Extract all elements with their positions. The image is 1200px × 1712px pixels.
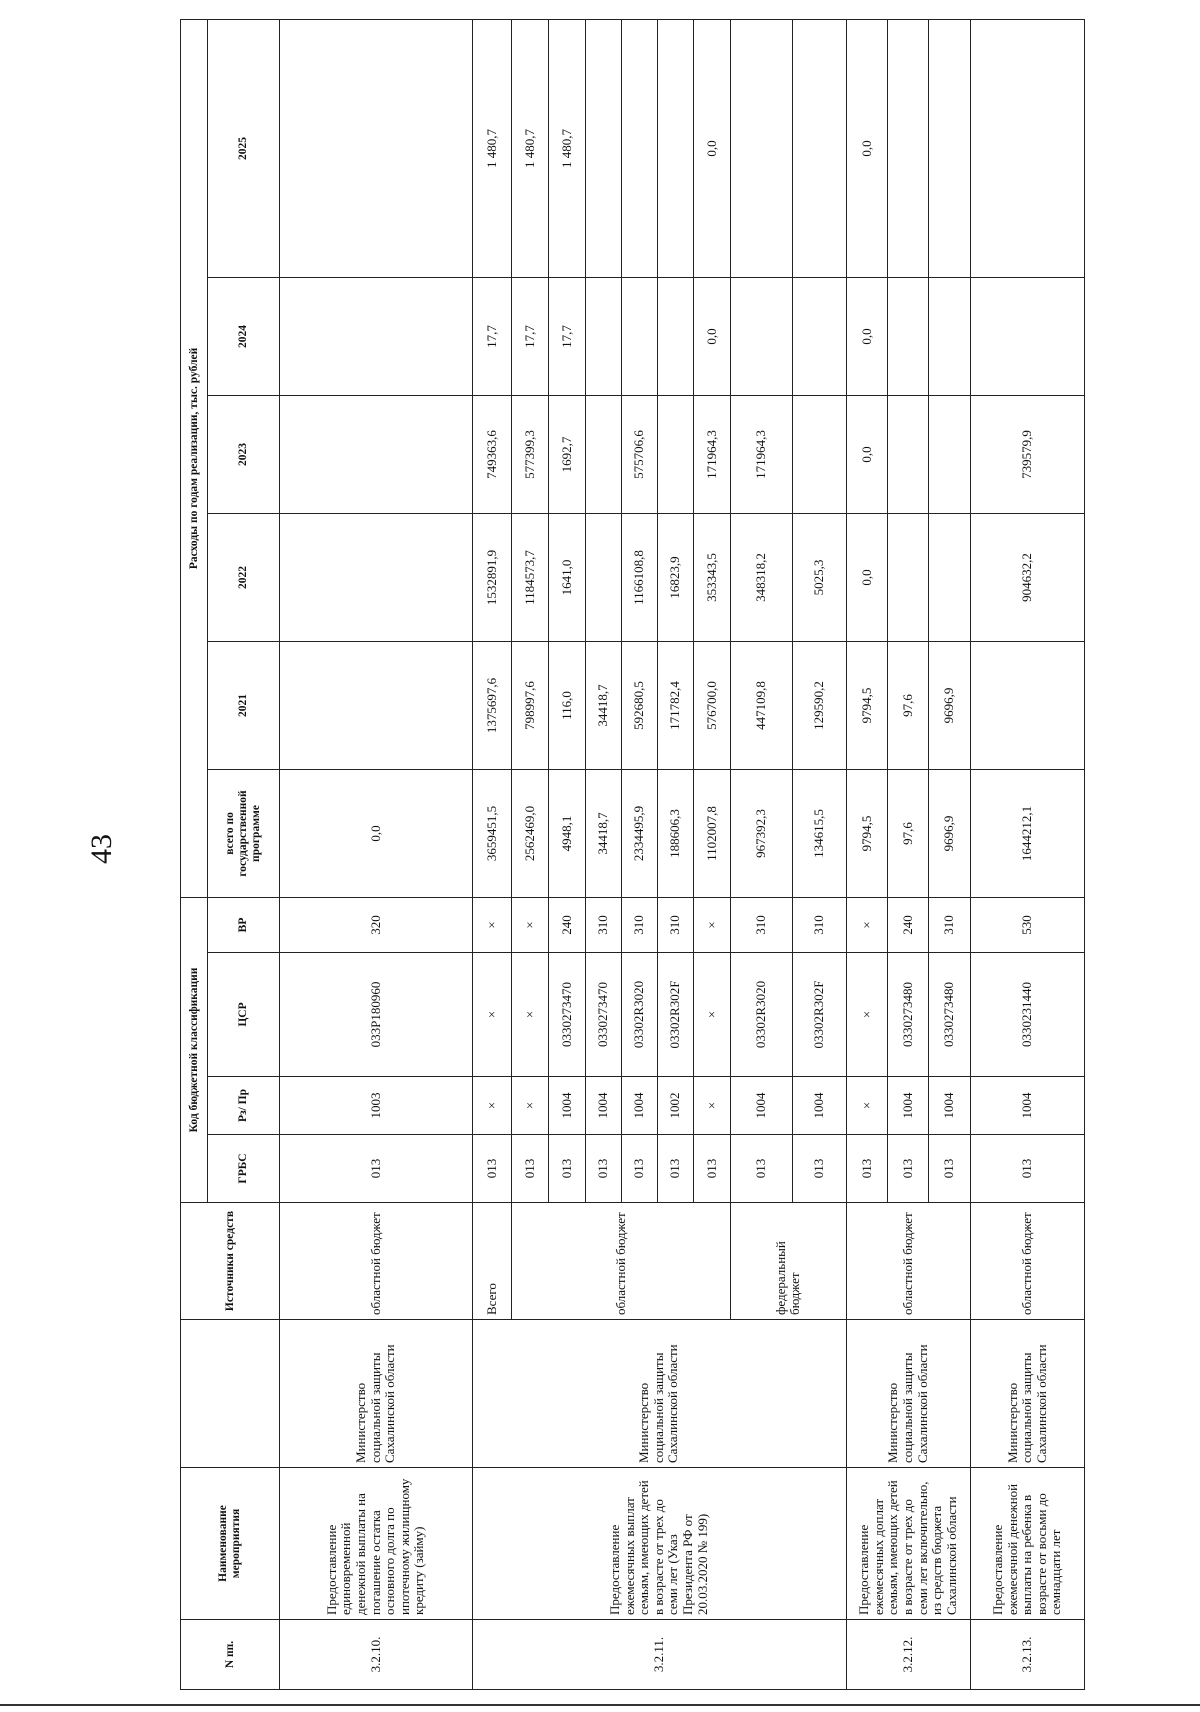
cell-2024 xyxy=(585,277,621,395)
cell-vr: 310 xyxy=(929,897,970,952)
cell-rzpr: × xyxy=(694,1077,730,1135)
cell-rzpr: 1003 xyxy=(280,1077,473,1135)
cell-2021 xyxy=(970,641,1084,769)
cell-2022: 1184573,7 xyxy=(512,513,549,641)
cell-total: 2334495,9 xyxy=(621,769,657,897)
cell-rzpr: 1004 xyxy=(888,1077,929,1135)
row-executor: Министерство социальной защиты Сахалинской области xyxy=(280,1320,473,1468)
cell-2021: 576700,0 xyxy=(694,641,730,769)
header-grbs: ГРБС xyxy=(208,1135,280,1203)
cell-total: 1644212,1 xyxy=(970,769,1084,897)
cell-csr: × xyxy=(472,953,511,1077)
cell-2021: 171782,4 xyxy=(658,641,694,769)
cell-2021: 592680,5 xyxy=(621,641,657,769)
cell-2024 xyxy=(621,277,657,395)
cell-2023 xyxy=(585,395,621,513)
cell-grbs: 013 xyxy=(585,1135,621,1203)
cell-2024 xyxy=(888,277,929,395)
cell-2024: 0,0 xyxy=(846,277,887,395)
cell-2021: 97,6 xyxy=(888,641,929,769)
row-source: областной бюджет xyxy=(846,1203,970,1320)
cell-csr: 033P180960 xyxy=(280,953,473,1077)
cell-grbs: 013 xyxy=(621,1135,657,1203)
cell-total: 9696,9 xyxy=(929,769,970,897)
table-row xyxy=(846,19,887,1689)
cell-rzpr: 1004 xyxy=(970,1077,1084,1135)
row-name: Предоставление ежемесячной денежной выплаты на ребенка в возрасте от восьми до семнадцати лет xyxy=(970,1468,1084,1620)
cell-vr: × xyxy=(694,897,730,952)
cell-rzpr: × xyxy=(512,1077,549,1135)
cell-2022: 16823,9 xyxy=(658,513,694,641)
cell-2023: 0,0 xyxy=(846,395,887,513)
rotated-table-container xyxy=(180,20,1085,1690)
cell-total: 1102007,8 xyxy=(694,769,730,897)
row-name: Предоставление единовременной денежной выплаты на погашение остатка основного долга по ипотечному жилищному кредиту (займу) xyxy=(280,1468,473,1620)
cell-grbs: 013 xyxy=(549,1135,585,1203)
cell-rzpr: 1002 xyxy=(658,1077,694,1135)
cell-2025: 0,0 xyxy=(694,19,730,277)
row-executor: Министерство социальной защиты Сахалинской области xyxy=(472,1320,846,1468)
row-source-total: Всего xyxy=(472,1203,511,1320)
cell-rzpr: 1004 xyxy=(730,1077,792,1135)
cell-2025 xyxy=(888,19,929,277)
cell-2025 xyxy=(585,19,621,277)
cell-2024 xyxy=(658,277,694,395)
cell-2022 xyxy=(280,513,473,641)
cell-2024: 0,0 xyxy=(694,277,730,395)
cell-2022: 348318,2 xyxy=(730,513,792,641)
cell-2023: 171964,3 xyxy=(694,395,730,513)
cell-2022: 0,0 xyxy=(846,513,887,641)
cell-2023: 749363,6 xyxy=(472,395,511,513)
header-num: N пп. xyxy=(181,1620,280,1690)
cell-csr: 0330273470 xyxy=(585,953,621,1077)
cell-2022: 1641,0 xyxy=(549,513,585,641)
cell-2025 xyxy=(792,19,846,277)
cell-2025 xyxy=(970,19,1084,277)
row-name: Предоставление ежемесячных выплат семьям, имеющих детей в возрасте от трех до семи лет (Указ Президента РФ от 20.03.2020 № 199) xyxy=(472,1468,846,1620)
cell-2023: 577399,3 xyxy=(512,395,549,513)
cell-total: 4948,1 xyxy=(549,769,585,897)
cell-vr: 310 xyxy=(585,897,621,952)
cell-2022 xyxy=(929,513,970,641)
cell-2022: 5025,3 xyxy=(792,513,846,641)
cell-2025: 1 480,7 xyxy=(472,19,511,277)
cell-2025 xyxy=(621,19,657,277)
cell-total: 2562469,0 xyxy=(512,769,549,897)
row-executor: Министерство социальной защиты Сахалинской области xyxy=(846,1320,970,1468)
cell-2025: 1 480,7 xyxy=(512,19,549,277)
cell-2021: 129590,2 xyxy=(792,641,846,769)
cell-2023: 171964,3 xyxy=(730,395,792,513)
cell-2022 xyxy=(888,513,929,641)
cell-grbs: 013 xyxy=(792,1135,846,1203)
cell-vr: 240 xyxy=(549,897,585,952)
header-source: Источники средств xyxy=(181,1203,280,1320)
cell-grbs: 013 xyxy=(694,1135,730,1203)
cell-vr: 310 xyxy=(621,897,657,952)
cell-2023 xyxy=(280,395,473,513)
cell-total: 134615,5 xyxy=(792,769,846,897)
cell-csr: × xyxy=(694,953,730,1077)
cell-grbs: 013 xyxy=(512,1135,549,1203)
cell-total: 188606,3 xyxy=(658,769,694,897)
cell-2025 xyxy=(730,19,792,277)
cell-grbs: 013 xyxy=(658,1135,694,1203)
cell-rzpr: × xyxy=(846,1077,887,1135)
cell-grbs: 013 xyxy=(730,1135,792,1203)
cell-vr: 320 xyxy=(280,897,473,952)
header-code-group: Код бюджетной классификации xyxy=(181,897,208,1202)
row-source: областной бюджет xyxy=(280,1203,473,1320)
cell-grbs: 013 xyxy=(970,1135,1084,1203)
row-num: 3.2.12. xyxy=(846,1620,970,1690)
cell-csr: × xyxy=(512,953,549,1077)
cell-2021 xyxy=(280,641,473,769)
header-2023: 2023 xyxy=(208,395,280,513)
cell-total: 0,0 xyxy=(280,769,473,897)
cell-2024: 17,7 xyxy=(512,277,549,395)
cell-2023: 575706,6 xyxy=(621,395,657,513)
cell-rzpr: 1004 xyxy=(621,1077,657,1135)
cell-vr: × xyxy=(512,897,549,952)
row-name: Предоставление ежемесячных доплат семьям, имеющих детей в возрасте от трех до семи лет включительно, из средств бюджета Сахалинской области xyxy=(846,1468,970,1620)
cell-2023 xyxy=(888,395,929,513)
cell-2025: 0,0 xyxy=(846,19,887,277)
row-executor: Министерство социальной защиты Сахалинской области xyxy=(970,1320,1084,1468)
cell-2021: 9794,5 xyxy=(846,641,887,769)
cell-2023 xyxy=(929,395,970,513)
page-number: 43 xyxy=(85,834,118,864)
cell-2024: 17,7 xyxy=(549,277,585,395)
header-name: Наименование мероприятия xyxy=(181,1468,280,1620)
cell-total: 3659451,5 xyxy=(472,769,511,897)
cell-2025: 1 480,7 xyxy=(549,19,585,277)
header-2025: 2025 xyxy=(208,19,280,277)
cell-2021: 798997,6 xyxy=(512,641,549,769)
cell-grbs: 013 xyxy=(280,1135,473,1203)
cell-vr: 310 xyxy=(730,897,792,952)
header-executor xyxy=(181,1320,280,1468)
header-2021: 2021 xyxy=(208,641,280,769)
table-row xyxy=(280,19,473,1689)
row-num: 3.2.10. xyxy=(280,1620,473,1690)
cell-csr: 0330273470 xyxy=(549,953,585,1077)
row-source-oblast: областной бюджет xyxy=(512,1203,731,1320)
row-source-federal: федеральный бюджет xyxy=(730,1203,846,1320)
row-source: областной бюджет xyxy=(970,1203,1084,1320)
cell-2023: 739579,9 xyxy=(970,395,1084,513)
cell-2021: 9696,9 xyxy=(929,641,970,769)
cell-2023 xyxy=(658,395,694,513)
cell-grbs: 013 xyxy=(472,1135,511,1203)
cell-2024 xyxy=(280,277,473,395)
cell-csr: × xyxy=(846,953,887,1077)
scan-bottom-edge xyxy=(0,1704,1200,1706)
cell-2021: 447109,8 xyxy=(730,641,792,769)
cell-rzpr: 1004 xyxy=(929,1077,970,1135)
header-2024: 2024 xyxy=(208,277,280,395)
cell-2024 xyxy=(792,277,846,395)
cell-csr: 03302R302F xyxy=(792,953,846,1077)
cell-2022: 904632,2 xyxy=(970,513,1084,641)
cell-rzpr: 1004 xyxy=(549,1077,585,1135)
cell-2025 xyxy=(658,19,694,277)
cell-rzpr: × xyxy=(472,1077,511,1135)
header-total: всего по государственной программе xyxy=(208,769,280,897)
cell-vr: 530 xyxy=(970,897,1084,952)
cell-grbs: 013 xyxy=(888,1135,929,1203)
cell-total: 967392,3 xyxy=(730,769,792,897)
cell-grbs: 013 xyxy=(846,1135,887,1203)
cell-2021: 34418,7 xyxy=(585,641,621,769)
cell-2021: 116,0 xyxy=(549,641,585,769)
cell-total: 9794,5 xyxy=(846,769,887,897)
cell-csr: 03302R302F xyxy=(658,953,694,1077)
header-rzpr: Рз/ Пр xyxy=(208,1077,280,1135)
cell-total: 34418,7 xyxy=(585,769,621,897)
cell-2024 xyxy=(929,277,970,395)
row-num: 3.2.13. xyxy=(970,1620,1084,1690)
cell-vr: × xyxy=(846,897,887,952)
cell-rzpr: 1004 xyxy=(792,1077,846,1135)
cell-2023 xyxy=(792,395,846,513)
cell-2024 xyxy=(970,277,1084,395)
cell-2024: 17,7 xyxy=(472,277,511,395)
cell-csr: 03302R3020 xyxy=(621,953,657,1077)
cell-2022: 1166108,8 xyxy=(621,513,657,641)
budget-table xyxy=(180,19,1085,1690)
cell-vr: × xyxy=(472,897,511,952)
cell-csr: 03302R3020 xyxy=(730,953,792,1077)
header-expenses-group: Расходы по годам реализации, тыс. рублей xyxy=(181,19,208,897)
cell-rzpr: 1004 xyxy=(585,1077,621,1135)
cell-grbs: 013 xyxy=(929,1135,970,1203)
cell-2023: 1692,7 xyxy=(549,395,585,513)
cell-2025 xyxy=(280,19,473,277)
cell-2022 xyxy=(585,513,621,641)
cell-vr: 240 xyxy=(888,897,929,952)
cell-2021: 1375697,6 xyxy=(472,641,511,769)
header-csr: ЦСР xyxy=(208,953,280,1077)
header-vr: ВР xyxy=(208,897,280,952)
cell-2025 xyxy=(929,19,970,277)
cell-csr: 0330273480 xyxy=(929,953,970,1077)
row-num: 3.2.11. xyxy=(472,1620,846,1690)
cell-total: 97,6 xyxy=(888,769,929,897)
cell-csr: 0330273480 xyxy=(888,953,929,1077)
table-row xyxy=(472,19,511,1689)
cell-vr: 310 xyxy=(658,897,694,952)
header-2022: 2022 xyxy=(208,513,280,641)
cell-vr: 310 xyxy=(792,897,846,952)
cell-2024 xyxy=(730,277,792,395)
cell-2022: 1532891,9 xyxy=(472,513,511,641)
table-row xyxy=(970,19,1084,1689)
cell-csr: 0330231440 xyxy=(970,953,1084,1077)
cell-2022: 353343,5 xyxy=(694,513,730,641)
